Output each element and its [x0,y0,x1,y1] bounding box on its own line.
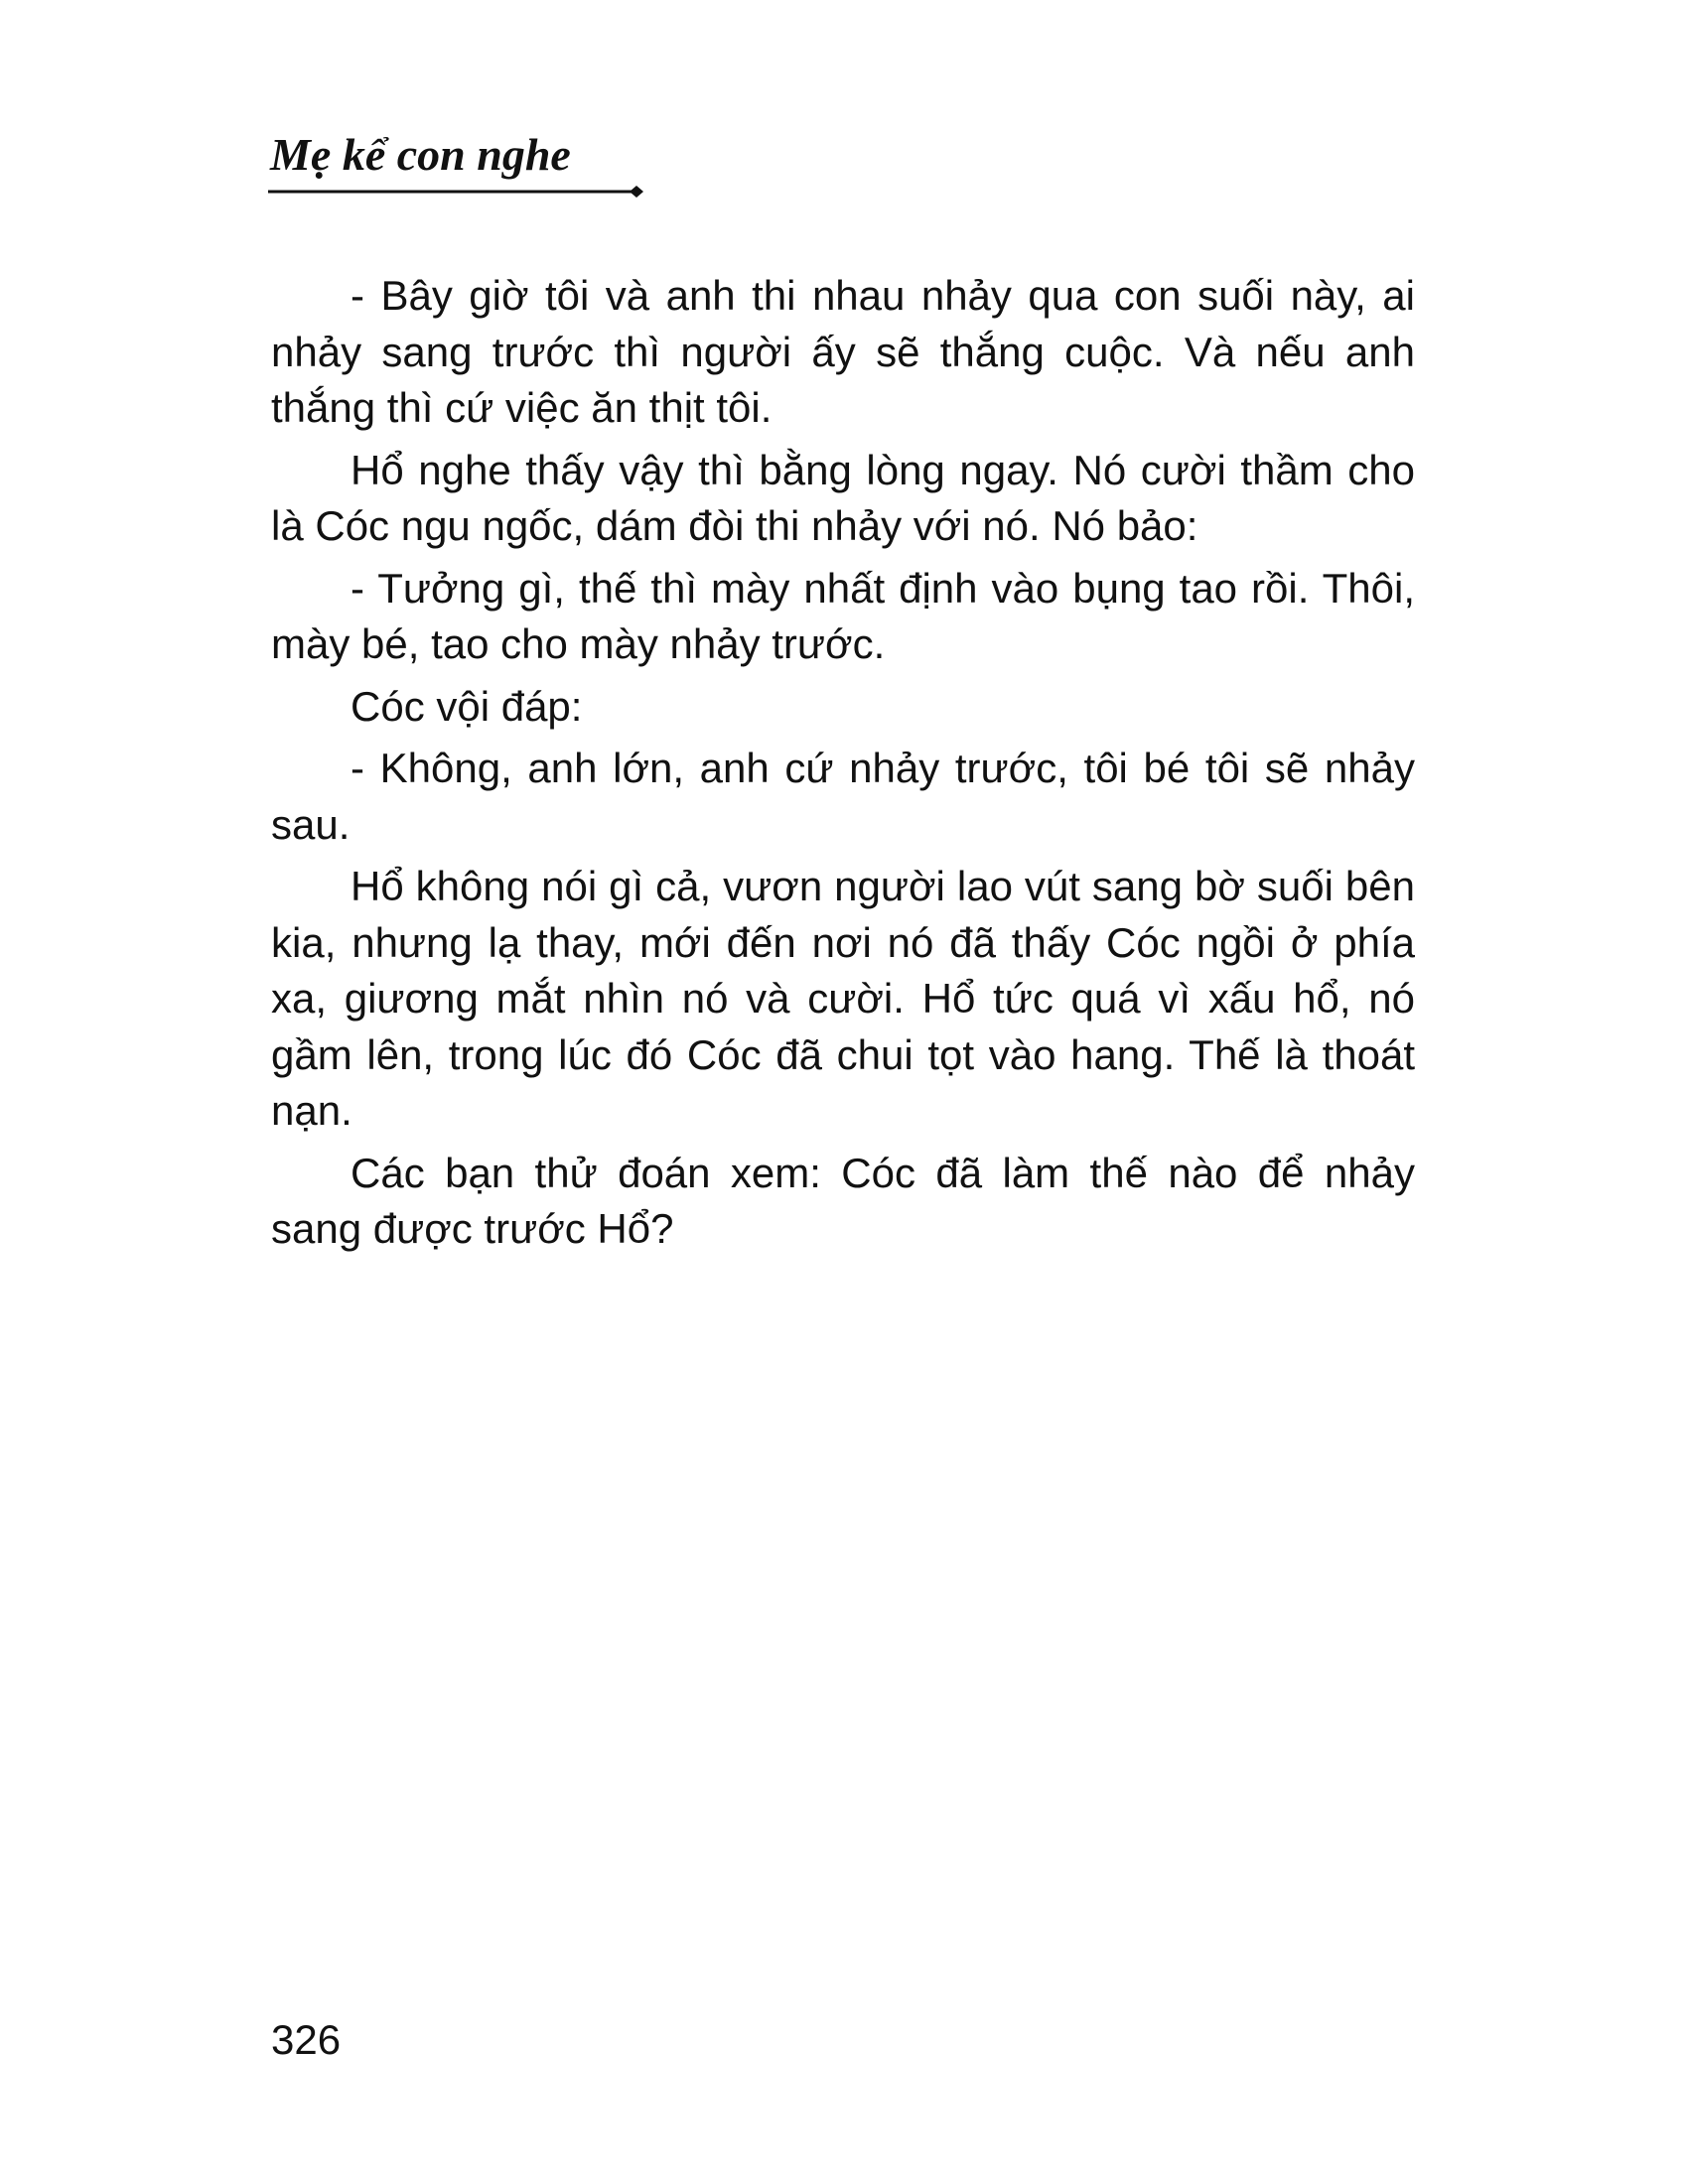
running-header [268,127,665,197]
paragraph-5: - Không, anh lớn, anh cứ nhảy trước, tôi bé tôi sẽ nhảy sau. [271,745,1415,848]
story-text [271,268,1415,1264]
page-number: 326 [271,2016,342,2063]
running-title: Mẹ kể con nghe [270,129,571,180]
header-rule-diamond [268,185,645,199]
paragraph-2: Hổ nghe thấy vậy thì bằng lòng ngay. Nó cười thầm cho là Cóc ngu ngốc, dám đòi thi nhảy với nó. Nó bảo: [271,446,1415,549]
paragraph-7: Các bạn thử đoán xem: Cóc đã làm thế nào để nhảy sang được trước Hổ? [271,1149,1415,1252]
paragraph-6: Hổ không nói gì cả, vươn người lao vút sang bờ suối bên kia, nhưng lạ thay, mới đến nơi nó đã thấy Cóc ngồi ở phía xa, giương mắt nhìn nó và cười. Hổ tức quá vì xấu hổ, nó gầm lên, trong lúc đó Cóc đã chui tọt vào hang. Thế là thoát nạn. [271,863,1415,1134]
paragraph-1: - Bây giờ tôi và anh thi nhau nhảy qua con suối này, ai nhảy sang trước thì người ấy sẽ thắng cuộc. Và nếu anh thắng thì cứ việc ăn thịt tôi. [271,272,1415,431]
paragraph-4: Cóc vội đáp: [351,682,583,730]
paragraph-3: - Tưởng gì, thế thì mày nhất định vào bụng tao rồi. Thôi, mày bé, tao cho mày nhảy trước. [271,564,1415,667]
